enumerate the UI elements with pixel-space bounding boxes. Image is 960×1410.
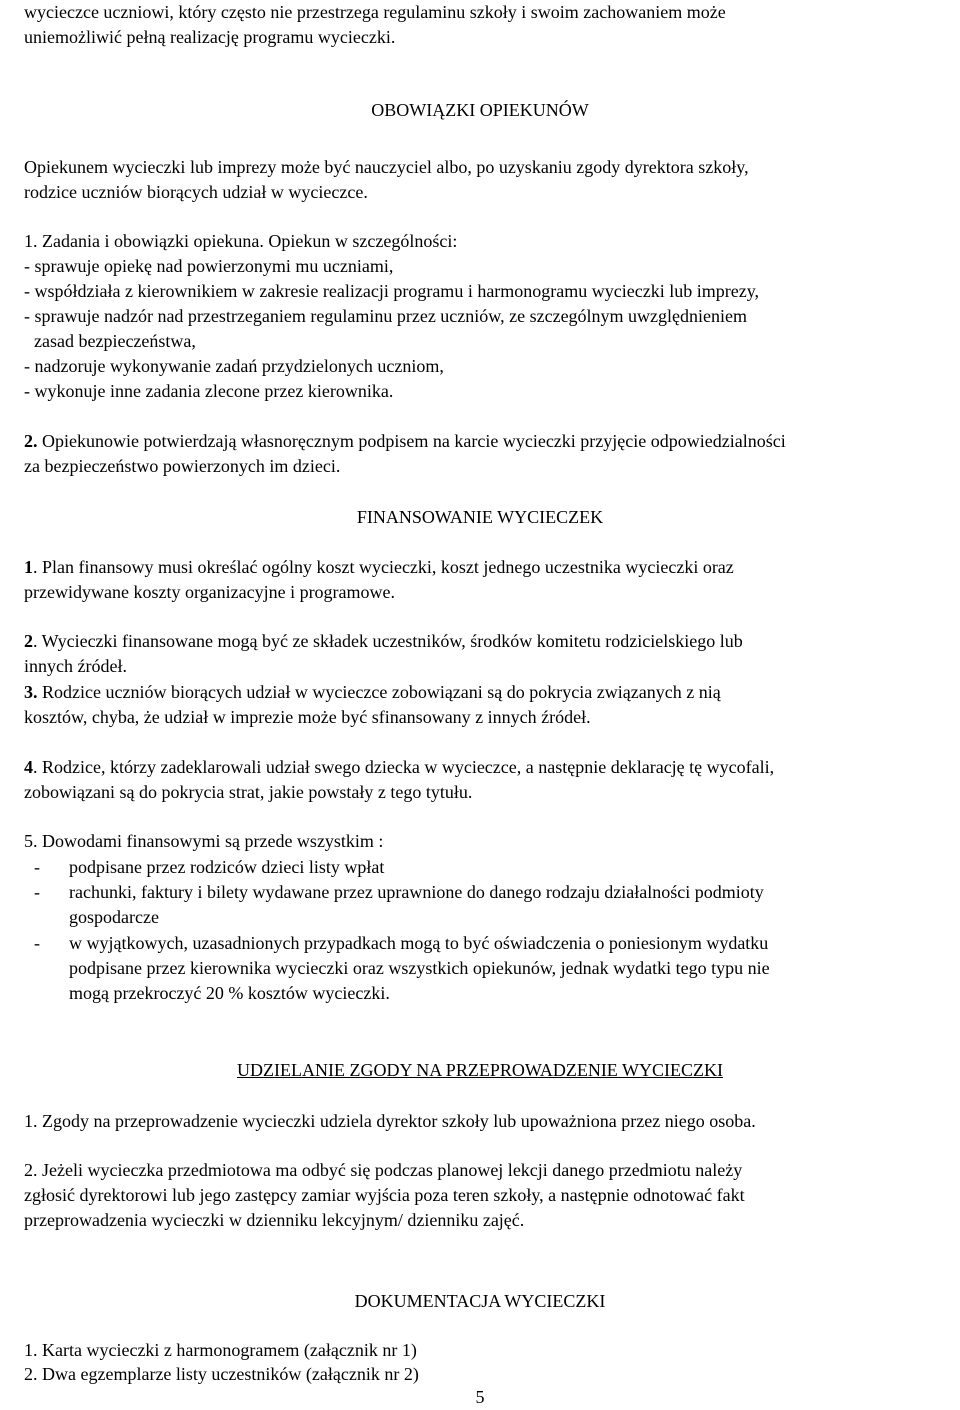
finance-list-item: w wyjątkowych, uzasadnionych przypadkach mogą to być oświadczenia o poniesionym wydatku: [69, 933, 769, 953]
item-text: . Rodzice, którzy zadeklarowali udział swego dziecka w wycieczce, a następnie deklarację tę wycofali,: [33, 757, 775, 777]
item-number: 2: [24, 631, 33, 651]
item-text: . Plan finansowy musi określać ogólny koszt wycieczki, koszt jednego uczestnika wycieczki oraz: [33, 557, 734, 577]
guardians-item2-line-1: [24, 429, 786, 454]
list-dash: -: [34, 857, 40, 877]
page-number: 5: [475, 1387, 485, 1407]
finance-item1-line-2: przewidywane koszty organizacyjne i programowe.: [24, 582, 396, 602]
finance-item5-title: 5. Dowodami finansowymi są przede wszystkim :: [24, 831, 384, 851]
finance-list-item: podpisane przez kierownika wycieczki oraz wszystkich opiekunów, jednak wydatki tego typu nie: [69, 958, 770, 978]
guardians-bullet: zasad bezpieczeństwa,: [34, 331, 196, 351]
finance-list-item: gospodarcze: [69, 907, 159, 927]
finance-list-item: rachunki, faktury i bilety wydawane przez uprawnione do danego rodzaju działalności podmioty: [69, 882, 764, 902]
consent-item2-line-3: przeprowadzenia wycieczki w dzienniku lekcyjnym/ dzienniku zajęć.: [24, 1210, 525, 1230]
finance-item1-line-1: [24, 555, 734, 580]
finance-item2-line-1: [24, 629, 743, 654]
finance-item3-line-2: kosztów, chyba, że udział w imprezie może być sfinansowany z innych źródeł.: [24, 707, 591, 727]
item-text: Opiekunowie potwierdzają własnoręcznym podpisem na karcie wycieczki przyjęcie odpowiedzialności: [37, 431, 786, 451]
list-dash: -: [34, 933, 40, 953]
finance-item2-line-2: innych źródeł.: [24, 656, 127, 676]
heading-consent: UDZIELANIE ZGODY NA PRZEPROWADZENIE WYCIECZKI: [237, 1060, 723, 1080]
finance-item4-line-2: zobowiązani są do pokrycia strat, jakie powstały z tego tytułu.: [24, 782, 473, 802]
item-number: 3.: [24, 682, 38, 702]
guardians-item2-line-2: za bezpieczeństwo powierzonych im dzieci.: [24, 456, 341, 476]
guardians-bullet: - sprawuje opiekę nad powierzonymi mu uczniami,: [24, 256, 394, 276]
heading-finance: FINANSOWANIE WYCIECZEK: [356, 507, 604, 527]
intro-line-2: uniemożliwić pełną realizację programu wycieczki.: [24, 27, 396, 47]
item-number: 1: [24, 557, 33, 577]
guardians-bullet: - sprawuje nadzór nad przestrzeganiem regulaminu przez uczniów, ze szczególnym uwzględnieniem: [24, 306, 748, 326]
heading-documentation: DOKUMENTACJA WYCIECZKI: [354, 1291, 606, 1311]
consent-item2-line-1: 2. Jeżeli wycieczka przedmiotowa ma odbyć się podczas planowej lekcji danego przedmiotu należy: [24, 1160, 743, 1180]
consent-item2-line-2: zgłosić dyrektorowi lub jego zastępcy zamiar wyjścia poza teren szkoły, a następnie odnotować fakt: [24, 1185, 745, 1205]
guardians-bullet: - wykonuje inne zadania zlecone przez kierownika.: [24, 381, 394, 401]
item-number: 2.: [24, 431, 38, 451]
guardians-item1-title: 1. Zadania i obowiązki opiekuna. Opiekun w szczególności:: [24, 231, 458, 251]
intro-line-1: wycieczce uczniowi, który często nie przestrzega regulaminu szkoły i swoim zachowaniem może: [24, 2, 726, 22]
finance-item4-line-1: [24, 755, 774, 780]
guardians-para-line-2: rodzice uczniów biorących udział w wycieczce.: [24, 182, 368, 202]
docs-item-2: 2. Dwa egzemplarze listy uczestników (załącznik nr 2): [24, 1364, 419, 1384]
finance-list-item: mogą przekroczyć 20 % kosztów wycieczki.: [69, 983, 390, 1003]
guardians-para-line-1: Opiekunem wycieczki lub imprezy może być nauczyciel albo, po uzyskaniu zgody dyrektora szkoły,: [24, 157, 749, 177]
item-text: . Wycieczki finansowane mogą być ze składek uczestników, środków komitetu rodzicielskiego lub: [33, 631, 743, 651]
list-dash: -: [34, 882, 40, 902]
item-number: 4: [24, 757, 33, 777]
heading-guardians: OBOWIĄZKI OPIEKUNÓW: [371, 100, 589, 120]
finance-list-item: podpisane przez rodziców dzieci listy wpłat: [69, 857, 385, 877]
finance-item3-line-1: [24, 680, 721, 705]
guardians-bullet: - nadzoruje wykonywanie zadań przydzielonych uczniom,: [24, 356, 444, 376]
item-text: Rodzice uczniów biorących udział w wycieczce zobowiązani są do pokrycia związanych z nią: [37, 682, 721, 702]
guardians-bullet: - współdziała z kierownikiem w zakresie realizacji programu i harmonogramu wycieczki lub imprezy,: [24, 281, 760, 301]
consent-item-1: 1. Zgody na przeprowadzenie wycieczki udziela dyrektor szkoły lub upoważniona przez niego osoba.: [24, 1111, 756, 1131]
docs-item-1: 1. Karta wycieczki z harmonogramem (załącznik nr 1): [24, 1340, 417, 1360]
